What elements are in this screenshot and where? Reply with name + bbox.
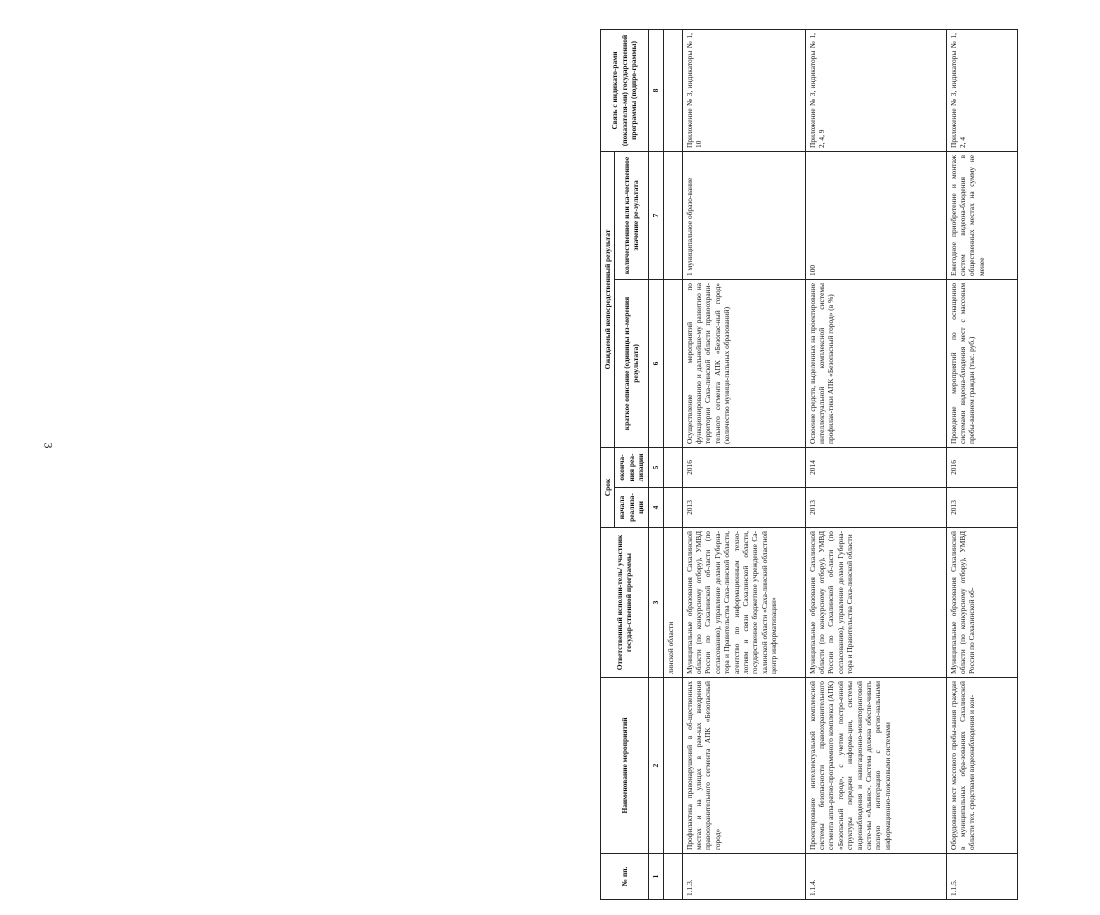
column-number: 7: [648, 152, 663, 280]
column-number: 3: [648, 528, 663, 678]
header-num: № пп.: [601, 854, 649, 900]
result-description: Освоение средств, выделенных на проектирование интеллектуальной комплексной системы профилак-тики АПК «Безопасный город» (в %): [805, 280, 946, 448]
responsible-executor: Муниципальные образования Сахалинской области (по конкурсному отбору), УМВД России по Сахалинской об-ласти (по согласованию), управление делами Губерна-тора и Правительства Саха-линской области, агентство по информационным техно-логиям и связи Сахалинской области, государственное бюджетное учреждение Са-халинской области «Саха-линский областной центр информатизации»: [682, 528, 805, 678]
start-year: 2013: [805, 488, 946, 528]
header-short-description: краткое описание (единицы из-мерения результата): [615, 280, 648, 448]
row-number: 1.1.4.: [805, 854, 946, 900]
measure-name: Проектирование интеллектуальной комплексной системы безопасности правоохранительного сегмента аппа-ратно-программного комплекса (АПК) «Безопасный город», с учетом постро-енной структуры передачи информа-ции, системы видеонаблюдения и навигационно-мониторинговой систе-мы «Альянс». Система должна обеспе-чивать полную интеграцию с регио-нальными информационно-поисковыми системами: [805, 678, 946, 854]
end-year: 2014: [805, 448, 946, 488]
header-quantity: количественное или ка-чественное значение ре-зультата: [615, 152, 648, 280]
continuation-cell: [663, 152, 682, 280]
indicator-link: Приложение № 3, индикаторы № 1, 10: [682, 30, 805, 152]
result-value: 100: [805, 152, 946, 280]
column-number: 1: [648, 854, 663, 900]
result-value: 1 муниципальное образо-вание: [682, 152, 805, 280]
continuation-cell: линской области: [663, 528, 682, 678]
measure-name: Оборудование мест массового пребы-вания граждан в муниципальных обра-зованиях Сахалинской области тех. средствами видеонаблюдения и кон-: [946, 678, 1017, 854]
page-number: 3: [41, 442, 56, 449]
continuation-cell: [663, 678, 682, 854]
result-description: Осуществление мероприятий по функционированию и дальнейше-му развитию на территории Саха-линской области правоохрани-тельного сегмента АПК «Безопас-ный город» (количество муници-пальных образований): [682, 280, 805, 448]
column-number: 8: [648, 30, 663, 152]
indicator-link: Приложение № 3, индикаторы № 1, 2, 4, 9: [805, 30, 946, 152]
continuation-cell: [663, 280, 682, 448]
measure-name: Профилактика правонарушений в об-щественных местах и на улицах в рам-ках внедрения правоохранительного сегмента АПК «Безопасный город»: [682, 678, 805, 854]
header-indicator-link: Связь с индикато-рами (показателя-ми) государственной программы (подпро-граммы): [601, 30, 649, 152]
continuation-cell: [663, 30, 682, 152]
indicator-link: Приложение № 3, индикаторы № 1, 2, 4: [946, 30, 1017, 152]
column-number: 6: [648, 280, 663, 448]
table-row: [946, 30, 1017, 900]
rotated-page: [600, 30, 1100, 900]
result-value: Ежегодное приобретение и монтаж систем видеона-блюдения в общественных местах на сумму не менее: [946, 152, 1017, 280]
column-number-row: [648, 30, 663, 900]
row-number: 1.1.3.: [682, 854, 805, 900]
continuation-cell: [663, 854, 682, 900]
continuation-row: [663, 30, 682, 900]
header-end: оконча-ния реа-лизации: [615, 448, 648, 488]
start-year: 2013: [682, 488, 805, 528]
header-deadline: Срок: [601, 448, 615, 528]
row-number: 1.1.5.: [946, 854, 1017, 900]
column-number: 2: [648, 678, 663, 854]
start-year: 2013: [946, 488, 1017, 528]
end-year: 2016: [946, 448, 1017, 488]
measures-table: [600, 29, 1018, 900]
responsible-executor: Муниципальные образования Сахалинской области (по конкурсному отбору), УМВД России по Сахалинской об-ласти (по согласованию), управление делами Губерна-тора и Правительства Саха-линской области: [805, 528, 946, 678]
column-number: 4: [648, 488, 663, 528]
header-expected-result: Ожидаемый непосредственный результат: [601, 152, 615, 448]
responsible-executor: Муниципальные образования Сахалинской области (по конкурсному отбору), УМВД России по Сахалинской об-: [946, 528, 1017, 678]
result-description: Проведение мероприятий по оснащению системами видеона-блюдения мест с массовым пребы-ванием граждан (тыс. руб.): [946, 280, 1017, 448]
header-start: начала реализа-ции: [615, 488, 648, 528]
column-number: 5: [648, 448, 663, 488]
continuation-cell: [663, 488, 682, 528]
end-year: 2016: [682, 448, 805, 488]
header-name: Наименование мероприятий: [601, 678, 649, 854]
continuation-cell: [663, 448, 682, 488]
table-row: [805, 30, 946, 900]
header-responsible: Ответственный исполни-тель/ участник государ-ственной программы: [601, 528, 649, 678]
table-row: [682, 30, 805, 900]
